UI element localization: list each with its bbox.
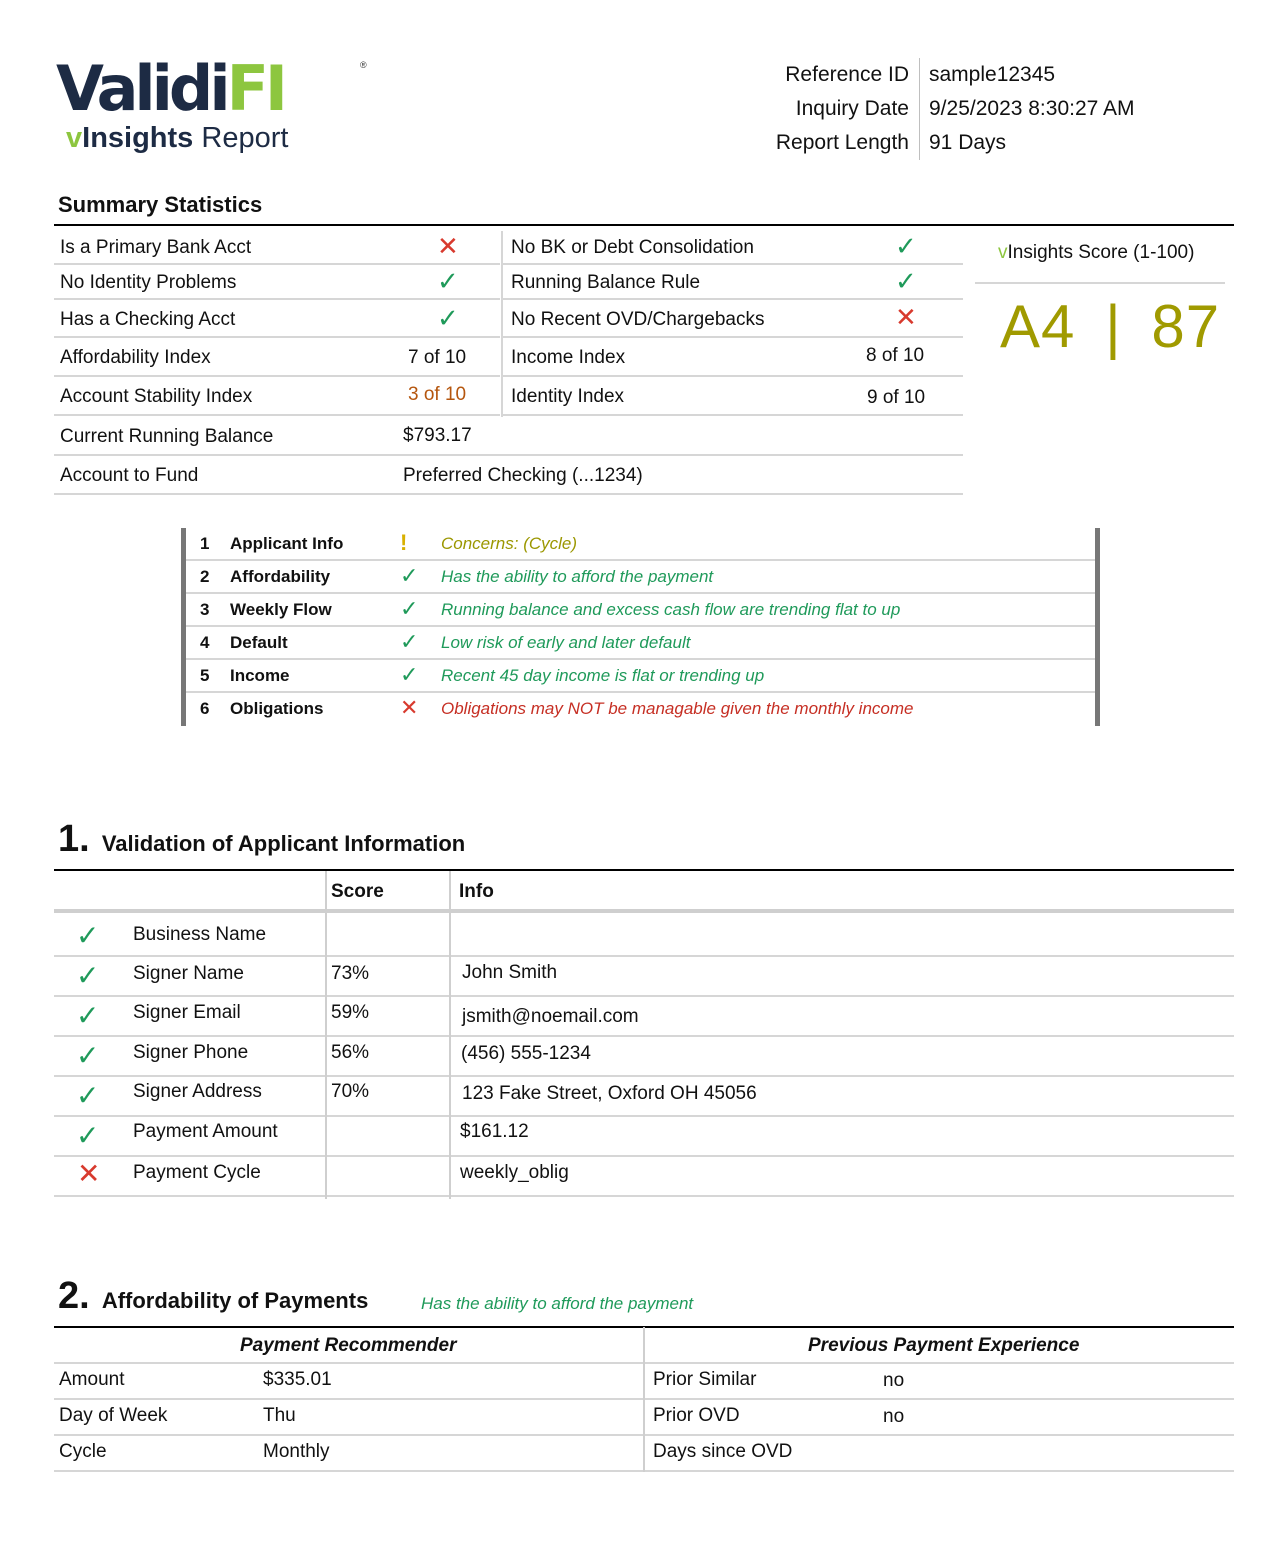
check-icon: ✓ xyxy=(895,266,917,296)
section-heading: Validation of Applicant Information xyxy=(101,831,466,856)
summary-row: Affordability Index 7 of 10 xyxy=(54,339,500,377)
summary-row: No Recent OVD/Chargebacks ✕ xyxy=(503,302,963,338)
column-header-experience: Previous Payment Experience xyxy=(808,1335,1080,1356)
score-grade: A4 xyxy=(1000,293,1076,360)
header-label: Reference ID xyxy=(760,58,920,92)
table-row: ✓ Payment Amount $161.12 xyxy=(54,1117,1234,1157)
section-number: 1. xyxy=(58,818,90,860)
checklist-row: 5 Income ✓ Recent 45 day income is flat or trending up xyxy=(186,660,1095,693)
check-icon: ✓ xyxy=(76,1040,100,1071)
column-header-info: Info xyxy=(459,881,494,902)
summary-row: Is a Primary Bank Acct ✕ xyxy=(54,231,500,265)
report-header-info xyxy=(760,58,1135,160)
check-icon: ✓ xyxy=(76,1080,100,1111)
summary-rule xyxy=(54,224,1234,226)
table-row: Amount $335.01 Prior Similar no xyxy=(54,1364,1234,1400)
header-label: Inquiry Date xyxy=(760,92,920,126)
table-row: ✓ Signer Phone 56% (456) 555-1234 xyxy=(54,1037,1234,1077)
checklist-row: 6 Obligations ✕ Obligations may NOT be managable given the monthly income xyxy=(200,695,914,720)
table-row: Cycle Monthly Days since OVD xyxy=(54,1436,1234,1472)
registered-mark: ® xyxy=(360,60,367,70)
check-icon: ✓ xyxy=(400,563,419,588)
validifi-logo xyxy=(56,52,367,164)
check-icon: ✓ xyxy=(895,231,917,261)
column-divider xyxy=(643,1327,645,1472)
table-row: ✓ Signer Name 73% John Smith xyxy=(54,957,1234,997)
section2-note: Has the ability to afford the payment xyxy=(421,1294,694,1313)
column-divider xyxy=(449,871,451,1199)
section-heading: Affordability of Payments xyxy=(101,1288,369,1313)
vinsights-score xyxy=(1000,292,1220,361)
header-value: 9/25/2023 8:30:27 AM xyxy=(929,97,1135,120)
assessment-checklist xyxy=(181,528,1100,726)
checklist-row: 1 Applicant Info ! Concerns: (Cycle) xyxy=(186,528,1095,561)
cross-icon: ✕ xyxy=(400,695,419,720)
summary-row: No Identity Problems ✓ xyxy=(54,266,500,300)
check-icon: ✓ xyxy=(76,960,100,991)
summary-row: Has a Checking Acct ✓ xyxy=(54,302,500,338)
cross-icon: ✕ xyxy=(895,302,917,332)
checklist-row: 2 Affordability ✓ Has the ability to afford the payment xyxy=(186,561,1095,594)
summary-title: Summary Statistics xyxy=(58,192,263,217)
column-header-score: Score xyxy=(331,881,384,902)
check-icon: ✓ xyxy=(76,1000,100,1031)
check-icon: ✓ xyxy=(400,629,419,654)
check-icon: ✓ xyxy=(437,266,459,296)
table-row: ✓ Signer Email 59% jsmith@noemail.com xyxy=(54,997,1234,1037)
table-row: ✓ Business Name xyxy=(54,917,1234,957)
header-row-reference xyxy=(760,58,1135,92)
column-divider xyxy=(501,231,503,417)
cross-icon: ✕ xyxy=(437,231,459,261)
summary-row: Identity Index 9 of 10 xyxy=(503,378,963,416)
summary-row: Current Running Balance $793.17 xyxy=(54,418,963,456)
checklist-row: 4 Default ✓ Low risk of early and later default xyxy=(186,627,1095,660)
exclamation-icon: ! xyxy=(400,530,408,555)
column-header-recommender: Payment Recommender xyxy=(240,1335,457,1356)
check-icon: ✓ xyxy=(76,1120,100,1151)
section2-title xyxy=(58,1275,368,1318)
score-separator: | xyxy=(1105,293,1122,360)
table-header xyxy=(54,871,1234,913)
check-icon: ✓ xyxy=(400,596,419,621)
checklist-row: 3 Weekly Flow ✓ Running balance and excess cash flow are trending flat to up xyxy=(186,594,1095,627)
summary-row: Running Balance Rule ✓ xyxy=(503,266,963,300)
section-number: 2. xyxy=(58,1275,90,1317)
summary-row: Account Stability Index 3 of 10 xyxy=(54,378,500,416)
header-value: sample12345 xyxy=(929,63,1056,86)
summary-row: Account to Fund Preferred Checking (...1234) xyxy=(54,457,963,495)
score-value: 87 xyxy=(1151,293,1221,360)
score-label: vInsights Score (1-100) xyxy=(998,242,1195,263)
table-row: ✕ Payment Cycle weekly_oblig xyxy=(54,1157,1234,1197)
column-divider xyxy=(325,871,327,1199)
table-row: ✓ Signer Address 70% 123 Fake Street, Oxford OH 45056 xyxy=(54,1077,1234,1117)
check-icon: ✓ xyxy=(400,662,419,687)
header-row-inquiry-date xyxy=(760,92,1135,126)
cross-icon: ✕ xyxy=(77,1158,101,1189)
logo-wordmark: ValidiFI xyxy=(56,52,284,125)
summary-row: No BK or Debt Consolidation ✓ xyxy=(503,231,963,265)
score-divider xyxy=(975,282,1225,284)
check-icon: ✓ xyxy=(437,303,459,333)
summary-row: Income Index 8 of 10 xyxy=(503,339,963,377)
table-row: Day of Week Thu Prior OVD no xyxy=(54,1400,1234,1436)
header-value: 91 Days xyxy=(929,131,1007,154)
header-row-report-length xyxy=(760,126,1135,160)
header-label: Report Length xyxy=(760,126,920,160)
section1-title xyxy=(58,818,465,861)
logo-subtitle: vInsights Report xyxy=(66,122,289,154)
check-icon: ✓ xyxy=(76,920,100,951)
